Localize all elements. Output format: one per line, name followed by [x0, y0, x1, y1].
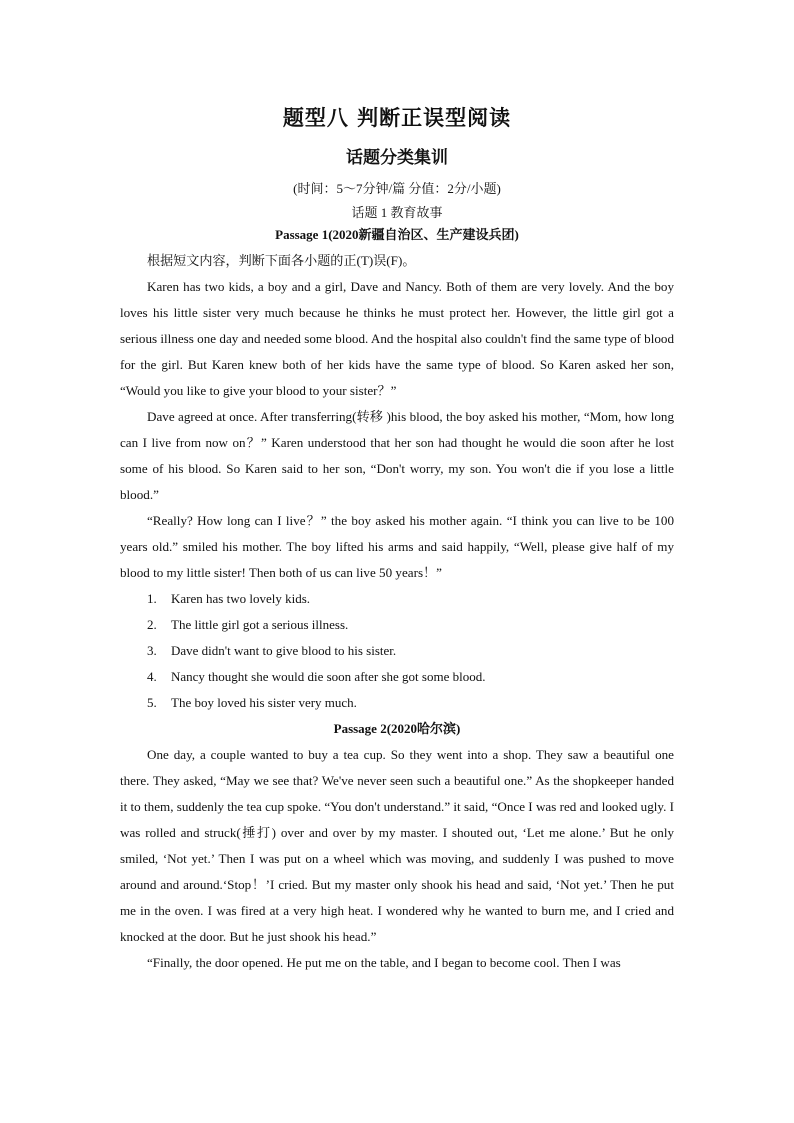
passage-1-questions — [120, 586, 674, 716]
question-item — [120, 612, 674, 638]
question-text: Karen has two lovely kids. — [171, 591, 311, 606]
question-item — [120, 664, 674, 690]
question-number: 5. — [147, 695, 157, 710]
passage-2-title: Passage 2(2020哈尔滨) — [333, 721, 461, 736]
section-subtitle: 话题分类集训 — [346, 148, 448, 168]
question-number: 2. — [147, 617, 157, 632]
question-number: 4. — [147, 669, 157, 684]
passage-1-paragraph: Karen has two kids, a boy and a girl, Dave and Nancy. Both of them are very lovely. And the boy loves his little sister very much because he thinks he must protect her. However, the little girl got a serious illness one day and needed some blood. And the hospital also couldn't find the same type of blood for the girl. But Karen knew both of her kids have the same type of blood. So Karen asked her son, “Would you like to give your blood to your sister？” — [120, 279, 674, 398]
page-title: 题型八 判断正误型阅读 — [282, 106, 512, 130]
passage-2-paragraph: One day, a couple wanted to buy a tea cup. So they went into a shop. They saw a beautiful one there. They asked, “May we see that? We've never seen such a beautiful one.” As the shopkeeper handed it to them, suddenly the tea cup spoke. “You don't understand.” it said, “Once I was red and looked ugly. I was rolled and struck(捶打) over and over by my master. I shouted out, ‘Let me alone.’ But he only smiled, ‘Not yet.’ Then I was put on a wheel which was moving, and suddenly I was pushed to move around and around.‘Stop！’I cried. But my master only shook his head and said, ‘Not yet.’ Then he put me in the oven. I was fired at a very high heat. I wondered why he wanted to burn me, and I cried and knocked at the door. But he just shook his head.” — [120, 747, 674, 944]
passage-2-paragraph: “Finally, the door opened. He put me on the table, and I began to become cool. Then I was — [147, 955, 621, 970]
question-text: The little girl got a serious illness. — [171, 617, 349, 632]
passage-1-paragraph: “Really? How long can I live？” the boy asked his mother again. “I think you can live to be 100 years old.” smiled his mother. The boy lifted his arms and said happily, “Well, please give half of my blood to my little sister! Then both of us can live 50 years！” — [120, 513, 674, 580]
time-score-info: (时间：5～7分钟/篇 分值：2分/小题) — [293, 181, 501, 196]
question-item — [120, 638, 674, 664]
question-text: The boy loved his sister very much. — [171, 695, 357, 710]
question-text: Dave didn't want to give blood to his sister. — [171, 643, 397, 658]
passage-1-title: Passage 1(2020新疆自治区、生产建设兵团) — [275, 227, 519, 242]
topic-heading: 话题 1 教育故事 — [351, 205, 443, 220]
document-content — [120, 104, 674, 976]
passage-1-instruction: 根据短文内容，判断下面各小题的正(T)误(F)。 — [147, 253, 416, 268]
passage-1-paragraph: Dave agreed at once. After transferring(转移 )his blood, the boy asked his mother, “Mom, how long can I live from now on？” Karen understood that her son had thought he would die soon after he lost some of his blood. So Karen said to her son, “Don't worry, my son. You won't die if you lose a little blood.” — [120, 409, 674, 502]
question-number: 1. — [147, 591, 157, 606]
question-item — [120, 690, 674, 716]
question-text: Nancy thought she would die soon after she got some blood. — [171, 669, 486, 684]
question-number: 3. — [147, 643, 157, 658]
question-item — [120, 586, 674, 612]
